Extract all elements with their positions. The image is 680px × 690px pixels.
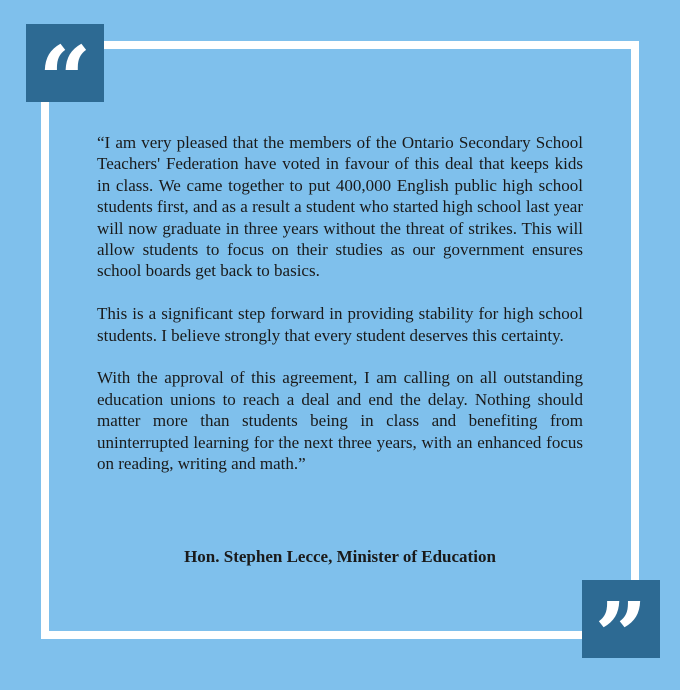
close-quote-icon: ” bbox=[594, 582, 648, 690]
open-quote-icon: “ bbox=[38, 26, 92, 134]
quote-body bbox=[97, 132, 583, 496]
quote-attribution: Hon. Stephen Lecce, Minister of Education bbox=[184, 547, 496, 566]
quote-paragraph-1: “I am very pleased that the members of the Ontario Secondary School Teachers' Federation have voted in favour of this deal that keeps kids in class. We came together to put 400,000 English public high school students first, and as a result a student who started high school last year will now graduate in three years without the threat of strikes. This will allow students to focus on their studies as our government ensures school boards get back to basics. bbox=[97, 133, 583, 281]
open-quote-badge bbox=[26, 24, 104, 134]
quote-paragraph-2: This is a significant step forward in providing stability for high school students. I believe strongly that every student deserves this certainty. bbox=[97, 304, 583, 345]
close-quote-badge bbox=[582, 580, 660, 690]
quote-paragraph-3: With the approval of this agreement, I am calling on all outstanding education unions to reach a deal and end the delay. Nothing should matter more than students being in class and benefiting from uninterrupted learning for the next three years, with an enhanced focus on reading, writing and math.” bbox=[97, 368, 583, 474]
